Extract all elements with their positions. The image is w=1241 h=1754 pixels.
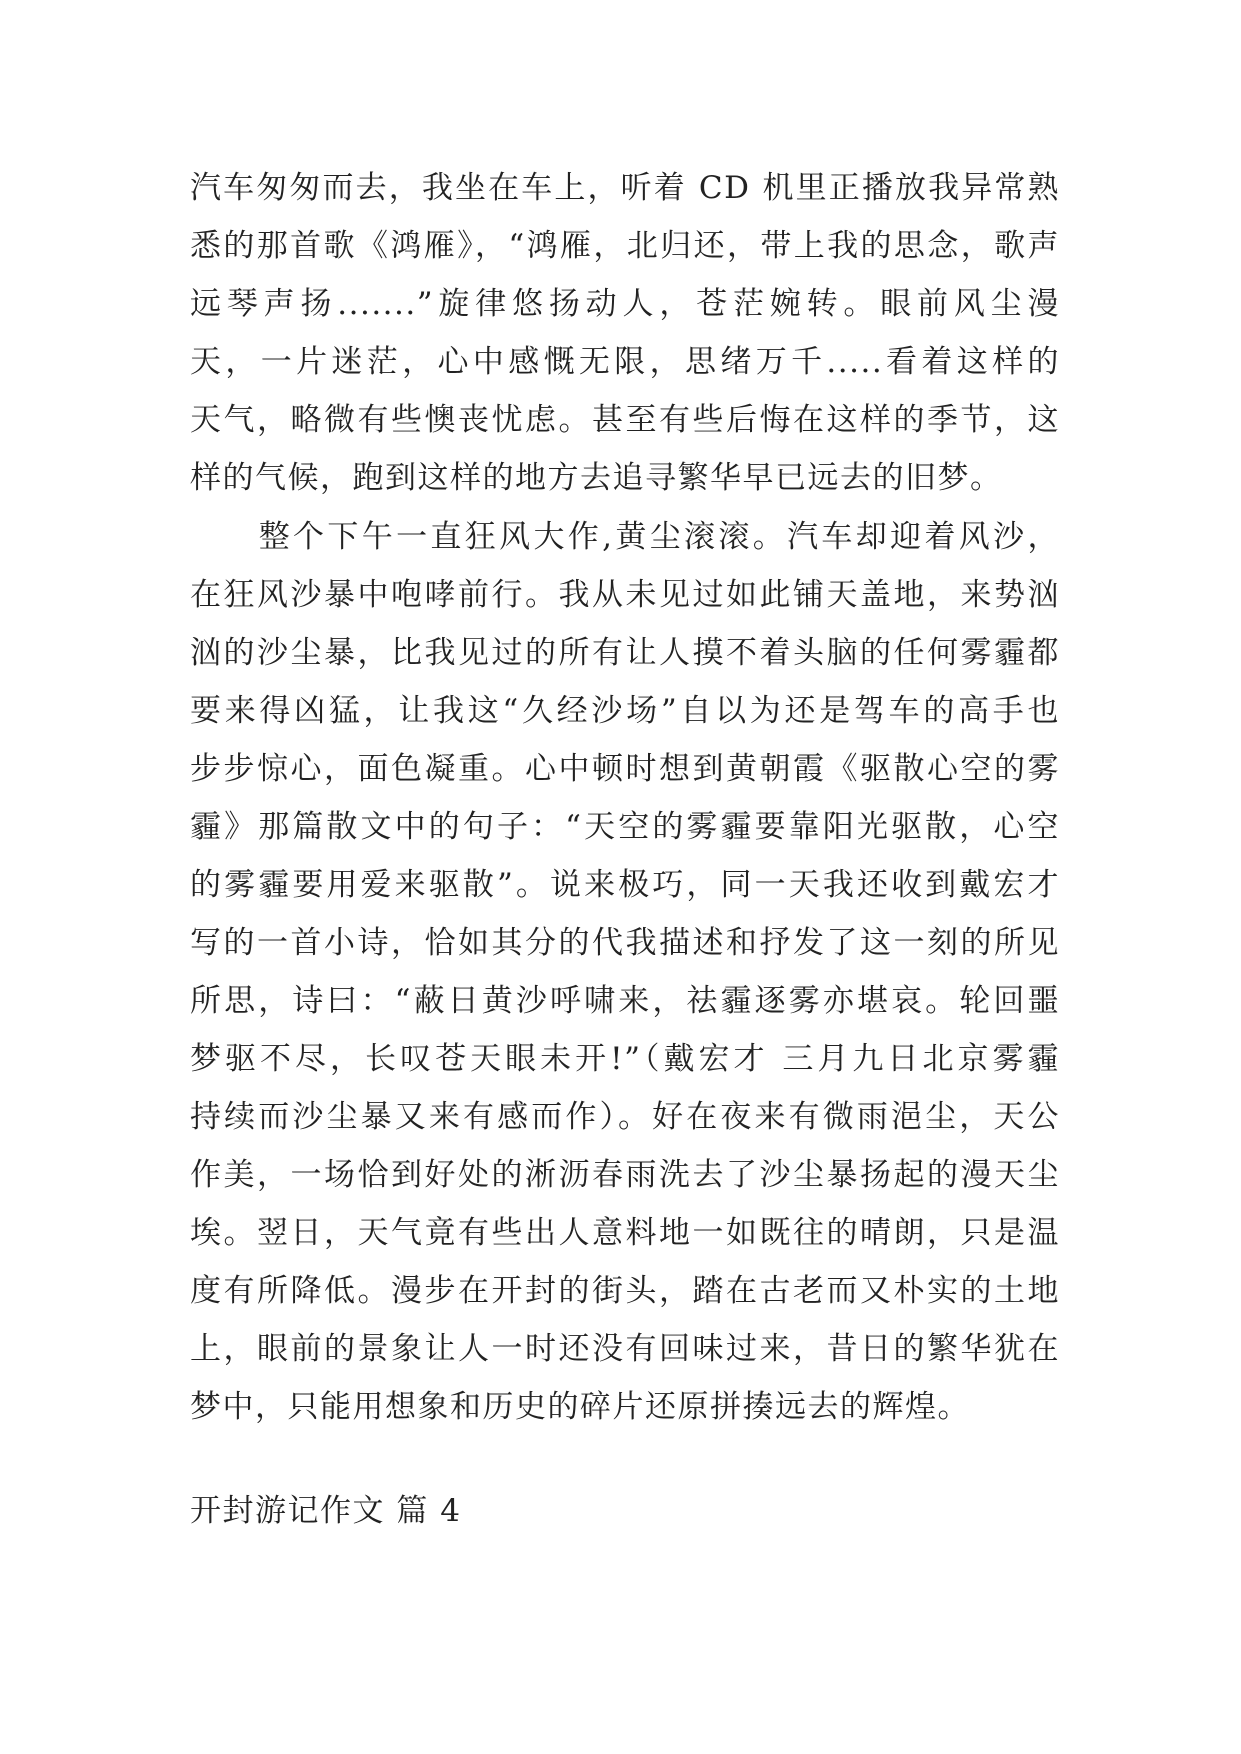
paragraph-line: 在狂风沙暴中咆哮前行。我从未见过如此铺天盖地，来势汹 [190, 577, 1060, 613]
paragraph-line: 天，一片迷茫，心中感慨无限，思绪万千.....看着这样的 [190, 344, 1060, 380]
section-heading: 开封游记作文 篇 4 [190, 1493, 462, 1529]
paragraph-line: 的雾霾要用爱来驱散”。说来极巧，同一天我还收到戴宏才 [190, 867, 1060, 903]
paragraph-line: 埃。翌日，天气竟有些出人意料地一如既往的晴朗，只是温 [190, 1215, 1060, 1251]
paragraph-line: 汹的沙尘暴，比我见过的所有让人摸不着头脑的任何雾霾都 [190, 635, 1060, 671]
paragraph-line: 上，眼前的景象让人一时还没有回味过来，昔日的繁华犹在 [190, 1331, 1060, 1367]
paragraph-2 [190, 508, 1060, 1436]
paragraph-line: 度有所降低。漫步在开封的街头，踏在古老而又朴实的土地 [190, 1273, 1060, 1309]
paragraph-line: 远琴声扬.......”旋律悠扬动人，苍茫婉转。眼前风尘漫 [190, 286, 1060, 322]
paragraph-line: 悉的那首歌《鸿雁》，“鸿雁，北归还，带上我的思念，歌声 [190, 228, 1060, 264]
paragraph-line: 持续而沙尘暴又来有感而作）。好在夜来有微雨浥尘，天公 [190, 1099, 1060, 1135]
paragraph-line: 作美，一场恰到好处的淅沥春雨洗去了沙尘暴扬起的漫天尘 [190, 1157, 1060, 1193]
paragraph-line: 步步惊心，面色凝重。心中顿时想到黄朝霞《驱散心空的雾 [190, 751, 1060, 787]
paragraph-line: 样的气候，跑到这样的地方去追寻繁华早已远去的旧梦。 [190, 460, 1003, 496]
paragraph-line: 所思，诗曰：“蔽日黄沙呼啸来，祛霾逐雾亦堪哀。轮回噩 [190, 983, 1060, 1019]
paragraph-1 [190, 159, 1060, 507]
paragraph-line: 霾》那篇散文中的句子：“天空的雾霾要靠阳光驱散，心空 [190, 809, 1060, 845]
paragraph-line: 要来得凶猛，让我这“久经沙场”自以为还是驾车的高手也 [190, 693, 1060, 729]
paragraph-line: 写的一首小诗，恰如其分的代我描述和抒发了这一刻的所见 [190, 925, 1060, 961]
paragraph-line: 整个下午一直狂风大作,黄尘滚滚。汽车却迎着风沙， [190, 519, 1060, 555]
paragraph-line: 梦驱不尽，长叹苍天眼未开!”（戴宏才 三月九日北京雾霾 [190, 1041, 1060, 1077]
paragraph-line: 梦中，只能用想象和历史的碎片还原拼揍远去的辉煌。 [190, 1389, 970, 1425]
paragraph-line: 天气，略微有些懊丧忧虑。甚至有些后悔在这样的季节，这 [190, 402, 1060, 438]
paragraph-line: 汽车匆匆而去，我坐在车上，听着 CD 机里正播放我异常熟 [190, 170, 1060, 206]
